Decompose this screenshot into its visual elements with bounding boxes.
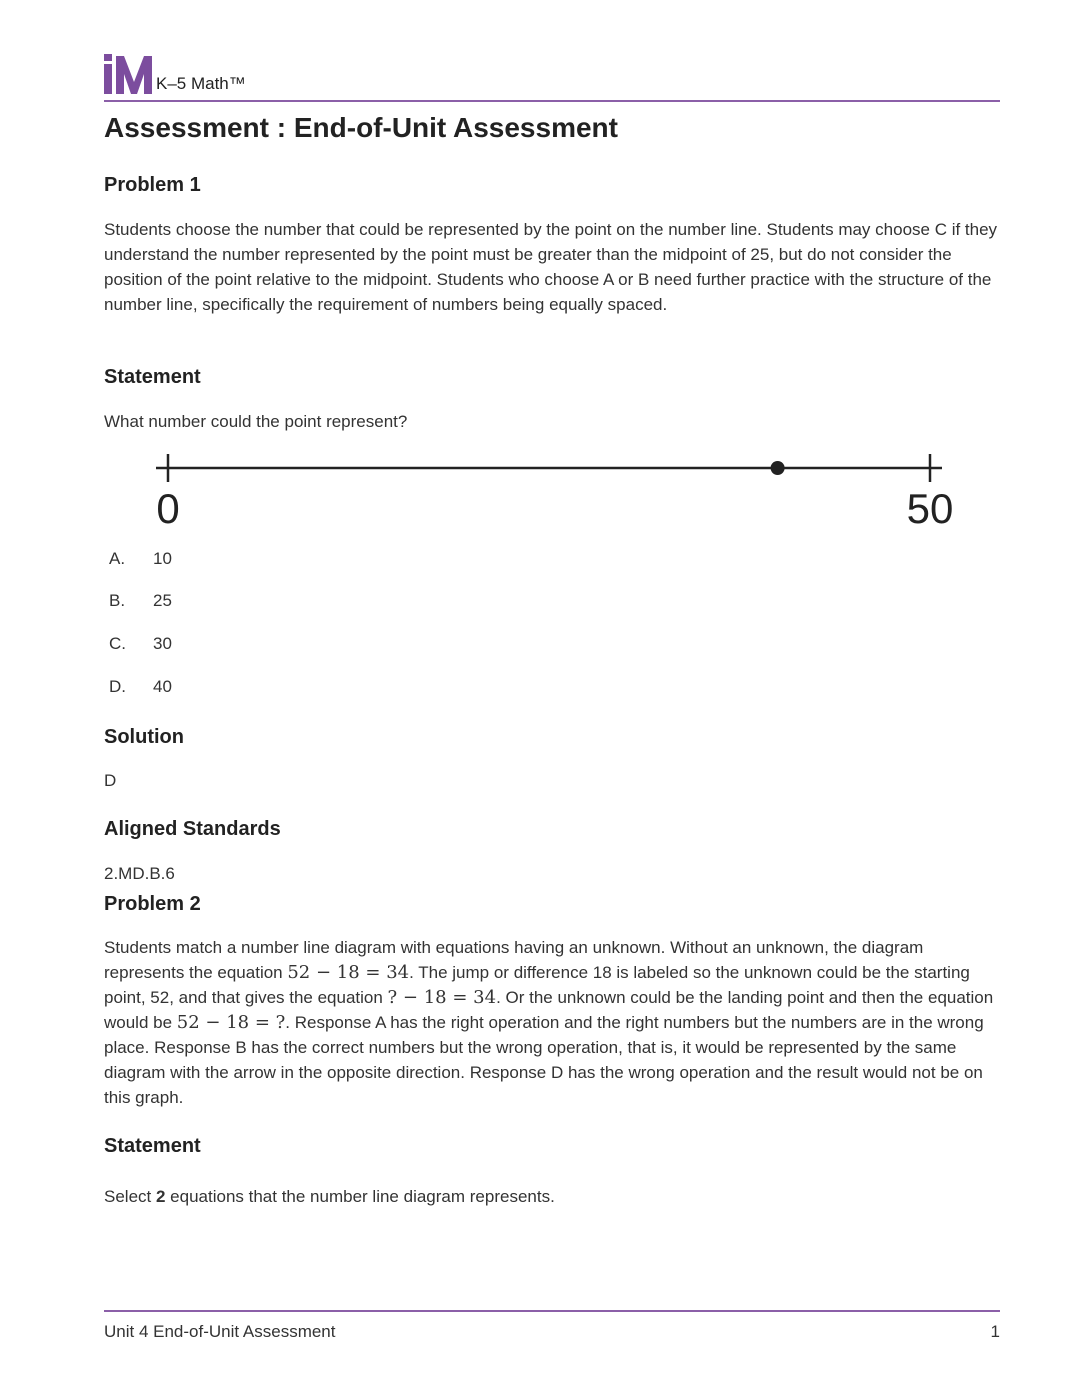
choice-value: 30 [153,634,172,653]
narrative-text: Students match a number line diagram with equations having an unknown. Without an unknown, the diagram represents the equation [104,938,924,982]
aligned-standards-heading: Aligned Standards [104,818,281,840]
page-number: 1 [990,1322,1000,1341]
choice-c[interactable] [104,634,304,658]
problem-1-statement-heading: Statement [104,366,201,388]
prompt-text: equations that the number line diagram represents. [165,1187,555,1206]
number-line-label-min: 0 [156,485,180,532]
choice-a[interactable] [104,549,304,573]
brand-name: K–5 Math™ [156,74,246,93]
narrative-text: . Or the unknown could be the landing point and then the equation would be [104,988,994,1032]
footer-rule [104,1310,1000,1312]
prompt-text: Select [104,1187,156,1206]
prompt-count: 2 [155,1187,166,1206]
choice-d[interactable] [104,677,304,701]
choice-value: 10 [153,549,172,568]
im-logo [104,54,152,94]
choice-value: 25 [153,591,172,610]
solution-answer: D [104,771,117,790]
problem-1-narrative: Students choose the number that could be represented by the point on the number line. Students may choose C if they understand the number represented by the point must be greater than the midpoint of 25, but do not consider the position of the point relative to the midpoint. Students who choose A or B need further practice with the structure of the number line, specifically the requirement of numbers being equally spaced. [104,220,998,314]
problem-2-heading: Problem 2 [104,893,201,915]
footer-unit-title: Unit 4 End-of-Unit Assessment [104,1322,336,1341]
solution-heading: Solution [104,726,184,748]
choice-letter: A. [109,549,126,568]
problem-1-heading: Problem 1 [104,174,201,196]
choice-letter: C. [109,634,126,653]
header-rule [104,100,1000,102]
assessment-page [104,0,1000,1392]
number-line-label-max: 50 [906,485,954,532]
problem-2-narrative [104,935,1000,1110]
problem-2-statement-heading: Statement [104,1135,201,1157]
problem-2-prompt [104,1184,1000,1209]
number-line-point [771,461,785,475]
choice-letter: B. [109,591,126,610]
equation: ? − 18 = 34 [387,987,497,1008]
choice-b[interactable] [104,591,304,615]
page-header [104,52,1000,102]
problem-1-question: What number could the point represent? [104,412,408,431]
narrative-text: . The jump or difference 18 is labeled so the unknown could be the starting point, 52, and that gives the equation [104,963,970,1007]
choice-letter: D. [109,677,126,696]
page-title: Assessment : End-of-Unit Assessment [104,112,618,143]
number-line [144,444,1014,540]
equation: 52 − 18 = ? [176,1012,286,1033]
narrative-text: . Response A has the right operation and the right numbers but the numbers are in the wrong place. Response B has the correct numbers but the wrong operation, that is, it would be represented by the same diagram with the arrow in the opposite direction. Response D has the wrong operation and the result would not be on this graph. [104,1013,984,1107]
choice-value: 40 [153,677,172,696]
aligned-standards-value: 2.MD.B.6 [104,864,175,883]
equation: 52 − 18 = 34 [287,962,410,983]
